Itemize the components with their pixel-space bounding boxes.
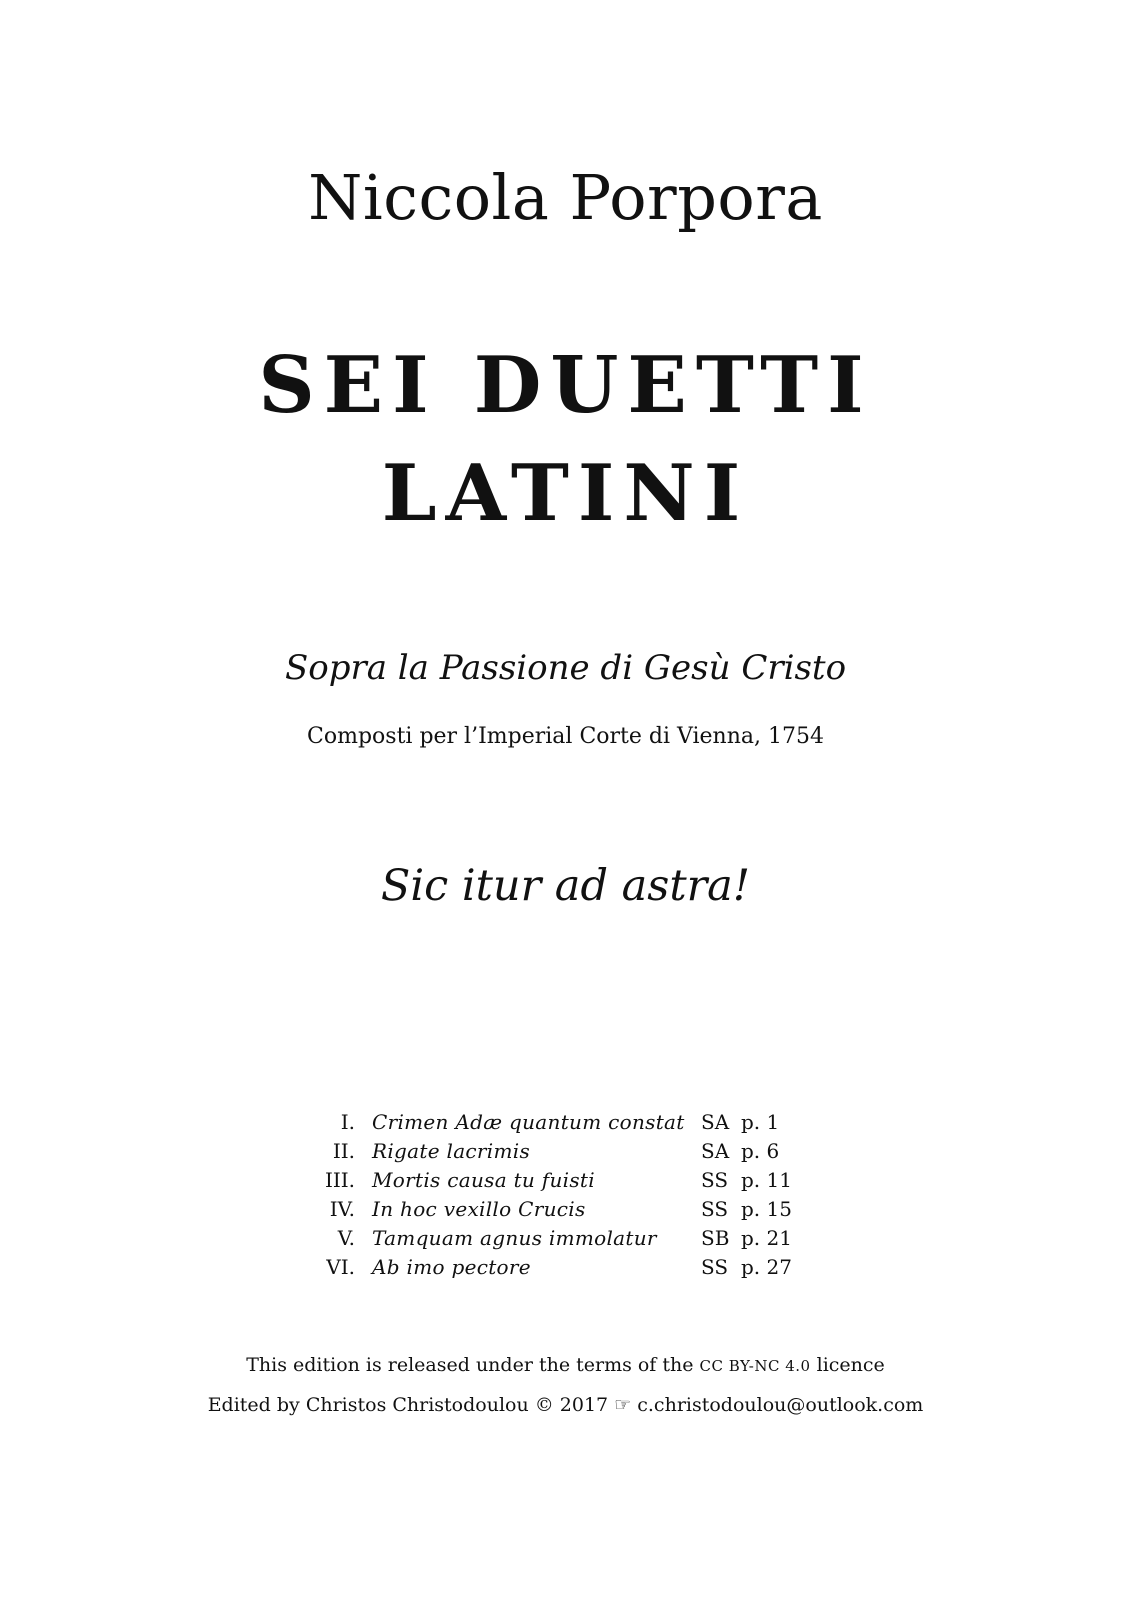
toc-voices: SA [701,1110,730,1134]
licence-name: CC BY-NC 4.0 [699,1357,811,1375]
toc-page: p. 27 [741,1255,792,1279]
licence-suffix: licence [810,1354,885,1376]
licence-prefix: This edition is released under the terms of the [246,1354,700,1376]
motto: Sic itur ad astra! [380,861,751,911]
toc-row [305,1108,825,1137]
toc-page: p. 11 [741,1168,792,1192]
toc-voices: SS [701,1168,729,1192]
composition-note: Composti per l’Imperial Corte di Vienna, 1754 [307,724,824,749]
toc-row [305,1195,825,1224]
toc-title: Mortis causa tu fuisti [372,1168,595,1192]
toc-number: III. [324,1168,355,1192]
toc-row [305,1224,825,1253]
toc-page: p. 15 [741,1197,792,1221]
toc-number: II. [332,1139,355,1163]
licence-statement [0,1351,1131,1380]
toc-page: p. 6 [741,1139,780,1163]
subtitle: Sopra la Passione di Gesù Cristo [284,648,847,688]
toc-title: Tamquam agnus immolatur [372,1226,657,1250]
toc-number: VI. [326,1255,355,1279]
toc-page: p. 1 [741,1110,780,1134]
work-title-line-1: SEI DUETTI [258,340,873,431]
toc-voices: SS [701,1197,729,1221]
toc-row [305,1137,825,1166]
toc-voices: SB [701,1226,730,1250]
toc-voices: SA [701,1139,730,1163]
work-title-line-2: LATINI [381,448,750,539]
table-of-contents [305,1108,825,1282]
toc-title: In hoc vexillo Crucis [372,1197,586,1221]
toc-number: IV. [329,1197,355,1221]
toc-title: Ab imo pectore [372,1255,531,1279]
composer-name: Niccola Porpora [308,161,823,234]
toc-title: Rigate lacrimis [372,1139,531,1163]
toc-title: Crimen Adæ quantum constat [372,1110,685,1134]
toc-number: I. [340,1110,355,1134]
toc-row [305,1166,825,1195]
toc-page: p. 21 [741,1226,792,1250]
toc-number: V. [337,1226,355,1250]
toc-voices: SS [701,1255,729,1279]
toc-row [305,1253,825,1282]
editor-credit: Edited by Christos Christodoulou © 2017 ☞ c.christodoulou@outlook.com [207,1394,924,1416]
